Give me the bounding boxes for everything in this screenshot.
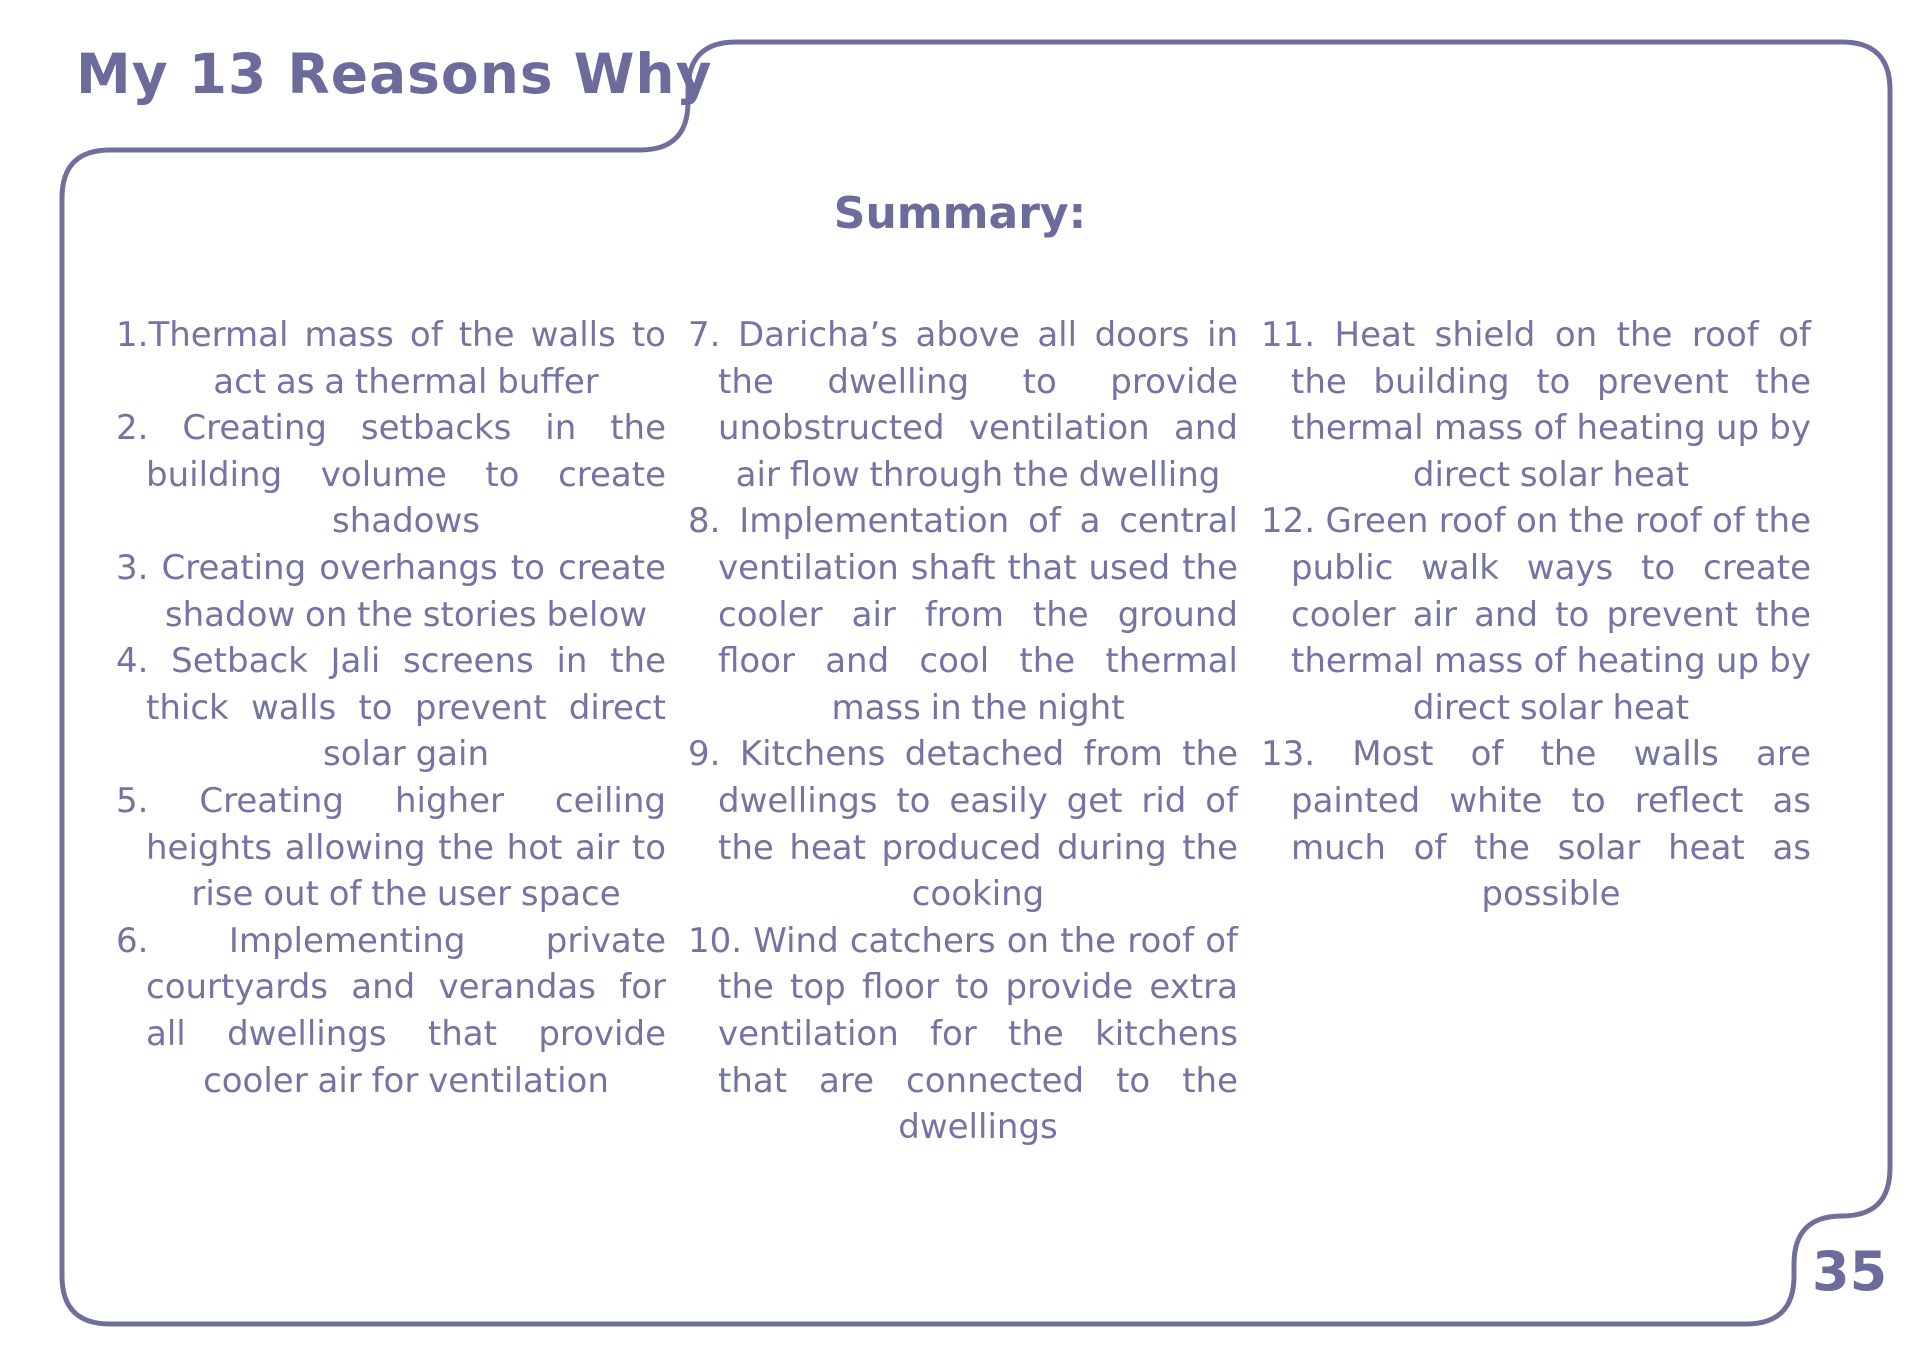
summary-column-2	[688, 312, 1238, 1151]
list-item: 7. Daricha’s above all doors in the dwelling to provide unobstructed ventilation and air flow through the dwelling	[688, 315, 1238, 495]
list-item: 11. Heat shield on the roof of the building to prevent the thermal mass of heating up by direct solar heat	[1261, 315, 1811, 495]
list-item: 1.Thermal mass of the walls to act as a thermal buffer	[116, 315, 666, 402]
list-item: 12. Green roof on the roof of the public walk ways to create cooler air and to prevent the thermal mass of heating up by direct solar heat	[1261, 501, 1811, 728]
list-item: 10. Wind catchers on the roof of the top floor to provide extra ventilation for the kitchens that are connected to the dwellings	[688, 920, 1238, 1148]
list-item: 4. Setback Jali screens in the thick walls to prevent direct solar gain	[116, 641, 666, 775]
summary-column-3	[1261, 312, 1811, 918]
list-item: 3. Creating overhangs to create shadow on the stories below	[116, 547, 666, 635]
list-item: 6. Implementing private courtyards and verandas for all dwellings that provide cooler air for ventilation	[116, 920, 666, 1101]
list-item: 2. Creating setbacks in the building volume to create shadows	[116, 408, 666, 542]
page-number: 35	[1812, 1240, 1888, 1303]
list-item: 8. Implementation of a central ventilation shaft that used the cooler air from the ground floor and cool the thermal mass in the night	[688, 501, 1238, 728]
page-title: My 13 Reasons Why	[76, 42, 713, 106]
list-item: 5. Creating higher ceiling heights allowing the hot air to rise out of the user space	[116, 780, 666, 915]
list-item: 9. Kitchens detached from the dwellings to easily get rid of the heat produced during the cooking	[688, 734, 1238, 915]
summary-heading: Summary:	[833, 188, 1087, 239]
summary-column-1	[116, 312, 666, 1104]
list-item: 13. Most of the walls are painted white to reflect as much of the solar heat as possible	[1261, 734, 1811, 915]
